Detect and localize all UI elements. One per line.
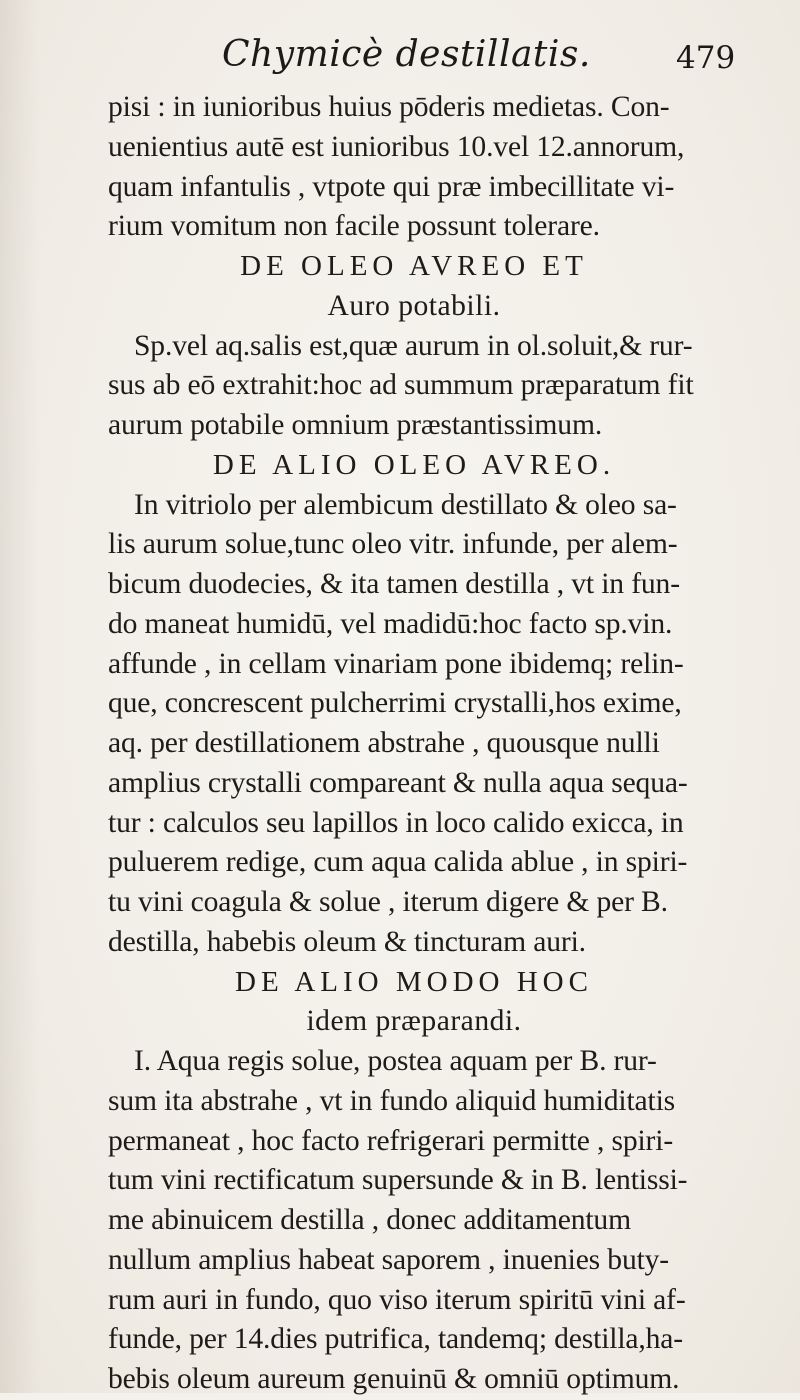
page-number: 479 <box>676 40 736 76</box>
text-line: sum ita abstrahe , vt in fundo aliquid humiditatis <box>108 1084 676 1117</box>
text-line: affunde , in cellam vinariam pone ibidemq; relin- <box>108 647 684 680</box>
text-line: rum auri in fundo, quo viso iterum spiritū vini af- <box>108 1283 686 1316</box>
text-line: me abinuicem destilla , donec additamentum <box>108 1204 631 1236</box>
text-line: permaneat , hoc facto refrigerari permitte , spiri- <box>108 1124 674 1157</box>
section-heading: DE OLEO AVREO ET <box>240 250 588 282</box>
section-subheading: Auro potabili. <box>327 289 501 322</box>
section-heading: DE ALIO OLEO AVREO. <box>212 448 616 481</box>
text-line: aq. per destillationem abstrahe , quousque nulli <box>108 727 660 759</box>
text-line: puluerem redige, cum aqua calida ablue , in spiri- <box>108 846 688 879</box>
text-line: uenientius autē est iunioribus 10.vel 12.annorum, <box>108 130 685 163</box>
text-line: do maneat humidū, vel madidū:hoc facto sp.vin. <box>108 607 673 640</box>
text-line: In vitriolo per alembicum destillato & oleo sa- <box>134 488 677 521</box>
text-line: rium vomitum non facile possunt tolerare. <box>108 210 600 243</box>
text-line: quam infantulis , vtpote qui præ imbecillitate vi- <box>108 170 675 203</box>
text-line: Sp.vel aq.salis est,quæ aurum in ol.soluit,& rur- <box>134 329 693 362</box>
text-line: amplius crystalli compareant & nulla aqua sequa- <box>108 766 688 799</box>
page-header <box>0 28 800 88</box>
text-line: tu vini coagula & solue , iterum digere & per B. <box>108 886 668 918</box>
text-line: destilla, habebis oleum & tincturam auri. <box>108 925 586 958</box>
section-subheading: idem præparandi. <box>306 1005 522 1038</box>
text-line: tur : calculos seu lapillos in loco calido exicca, in <box>108 806 684 839</box>
text-line: que, concrescent pulcherrimi crystalli,hos exime, <box>108 687 682 720</box>
text-line: tum vini rectificatum supersunde & in B. lentissi- <box>108 1164 688 1197</box>
text-line: pisi : in iunioribus huius pōderis medietas. Con- <box>108 91 670 123</box>
text-line: bicum duodecies, & ita tamen destilla , vt in fun- <box>108 568 680 600</box>
page-body <box>108 88 720 1400</box>
text-line: bebis oleum aureum genuinū & omniū optimum. <box>108 1363 680 1395</box>
section-heading: DE ALIO MODO HOC <box>235 965 593 998</box>
text-line: I. Aqua regis solue, postea aquam per B. rur- <box>134 1045 657 1077</box>
text-line: lis aurum solue,tunc oleo vitr. infunde, per alem- <box>108 528 678 561</box>
text-line: sus ab eō extrahit:hoc ad summum præparatum fit <box>108 369 694 402</box>
running-head: Chymicè destillatis. <box>222 34 591 75</box>
text-line: funde, per 14.dies putrifica, tandemq; destilla,ha- <box>108 1323 683 1356</box>
page-gutter-shadow <box>0 0 40 1393</box>
text-line: nullum amplius habeat saporem , inuenies buty- <box>108 1243 670 1276</box>
text-line: aurum potabile omnium præstantissimum. <box>108 409 603 441</box>
